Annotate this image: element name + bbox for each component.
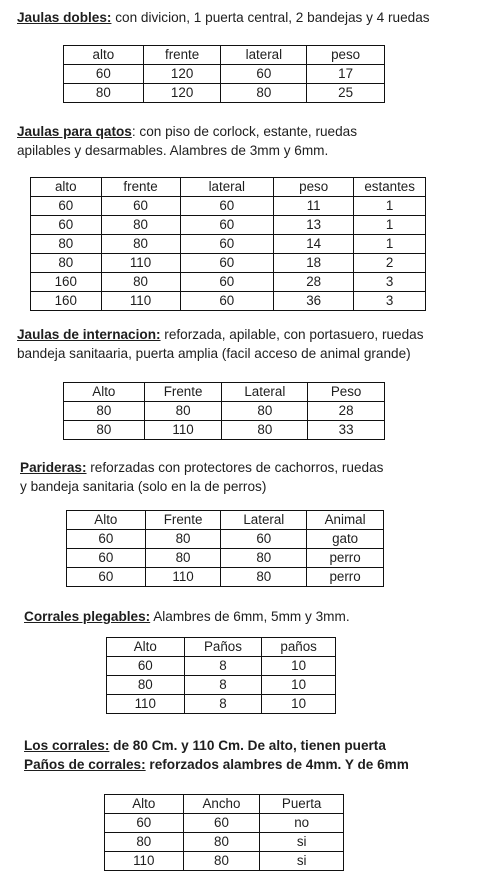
table-cell: 28 — [274, 273, 354, 292]
table-cell: 18 — [274, 254, 354, 273]
column-header: alto — [64, 46, 144, 65]
table-row — [64, 84, 385, 103]
table-cell: 60 — [101, 197, 180, 216]
jaulas-gatos-description-line1 — [17, 122, 357, 141]
table-cell: 80 — [64, 421, 145, 440]
parideras-desc1: reforzadas con protectores de cachorros, ruedas — [86, 460, 384, 475]
table-cell: 1 — [354, 197, 426, 216]
jaulas-gatos-title: Jaulas para qatos — [17, 124, 132, 139]
table-cell: si — [260, 833, 344, 852]
table-row — [64, 65, 385, 84]
jaulas-dobles-desc: con divicion, 1 puerta central, 2 bandejas y 4 ruedas — [111, 10, 430, 25]
table-cell: 80 — [145, 549, 221, 568]
table-cell: 60 — [221, 530, 307, 549]
table-cell: 120 — [143, 84, 221, 103]
table-cell: 60 — [221, 65, 307, 84]
table-cell: 110 — [101, 292, 180, 311]
corrales-plegables-desc: Alambres de 6mm, 5mm y 3mm. — [150, 609, 350, 624]
corrales-plegables-table — [106, 637, 336, 714]
table-row — [31, 273, 426, 292]
column-header: frente — [101, 178, 180, 197]
jaulas-internacion-title: Jaulas de internacion: — [17, 327, 161, 342]
table-cell: 25 — [307, 84, 385, 103]
table-cell: 1 — [354, 216, 426, 235]
table-row — [105, 833, 344, 852]
table-cell: 80 — [64, 84, 144, 103]
column-header: Alto — [67, 511, 146, 530]
column-header: Animal — [307, 511, 384, 530]
corrales-table — [104, 794, 344, 871]
jaulas-internacion-description-line2: bandeja sanitaaria, puerta amplia (facil acceso de animal grande) — [17, 346, 411, 361]
column-header: lateral — [180, 178, 274, 197]
table-cell: 80 — [107, 676, 185, 695]
los-corrales-title: Los corrales: — [24, 738, 110, 753]
parideras-table — [66, 510, 384, 587]
column-header: estantes — [354, 178, 426, 197]
table-cell: 80 — [31, 235, 102, 254]
table-row — [105, 852, 344, 871]
table-row — [31, 197, 426, 216]
table-cell: 60 — [31, 197, 102, 216]
table-cell: 80 — [101, 235, 180, 254]
column-header: paños — [262, 638, 336, 657]
table-cell: 3 — [354, 292, 426, 311]
column-header: Frente — [144, 383, 222, 402]
parideras-description-line1 — [20, 458, 383, 477]
table-cell: 60 — [183, 814, 260, 833]
header-row — [107, 638, 336, 657]
table-cell: no — [260, 814, 344, 833]
table-cell: 80 — [222, 402, 308, 421]
table-cell: 10 — [262, 695, 336, 714]
table-row — [67, 530, 384, 549]
table-cell: 28 — [308, 402, 385, 421]
table-cell: 80 — [145, 530, 221, 549]
table-cell: 60 — [105, 814, 184, 833]
table-cell: 60 — [67, 549, 146, 568]
table-row — [67, 568, 384, 587]
column-header: frente — [143, 46, 221, 65]
table-cell: 60 — [180, 254, 274, 273]
table-cell: 80 — [31, 254, 102, 273]
corrales-plegables-title: Corrales plegables: — [24, 609, 151, 624]
table-cell: 160 — [31, 273, 102, 292]
jaulas-internacion-desc1: reforzada, apilable, con portasuero, ruedas — [160, 327, 424, 342]
jaulas-gatos-table — [30, 177, 426, 311]
table-cell: 11 — [274, 197, 354, 216]
table-row — [64, 421, 385, 440]
panos-corrales-description — [24, 755, 409, 774]
column-header: alto — [31, 178, 102, 197]
table-cell: 60 — [107, 657, 185, 676]
table-cell: 110 — [101, 254, 180, 273]
column-header: Paños — [184, 638, 262, 657]
table-cell: 80 — [222, 421, 308, 440]
header-row — [64, 46, 385, 65]
table-row — [107, 695, 336, 714]
corrales-plegables-description — [24, 607, 350, 626]
jaulas-internacion-description-line1 — [17, 325, 424, 344]
table-cell: 60 — [67, 530, 146, 549]
jaulas-dobles-description — [17, 8, 430, 27]
jaulas-dobles-title: Jaulas dobles: — [17, 10, 112, 25]
table-cell: perro — [307, 549, 384, 568]
table-cell: 17 — [307, 65, 385, 84]
table-cell: 80 — [64, 402, 145, 421]
column-header: Puerta — [260, 795, 344, 814]
column-header: peso — [307, 46, 385, 65]
table-cell: 36 — [274, 292, 354, 311]
table-cell: 60 — [180, 292, 274, 311]
table-cell: 80 — [183, 852, 260, 871]
column-header: Lateral — [222, 383, 308, 402]
table-cell: 80 — [221, 84, 307, 103]
table-row — [31, 216, 426, 235]
los-corrales-description — [24, 736, 386, 755]
table-cell: 33 — [308, 421, 385, 440]
table-cell: 8 — [184, 657, 262, 676]
jaulas-gatos-description-line2: apilables y desarmables. Alambres de 3mm y 6mm. — [17, 143, 329, 158]
panos-corrales-desc: reforzados alambres de 4mm. Y de 6mm — [145, 757, 409, 772]
table-cell: si — [260, 852, 344, 871]
table-cell: 60 — [67, 568, 146, 587]
header-row — [64, 383, 385, 402]
table-cell: 80 — [101, 216, 180, 235]
column-header: Alto — [107, 638, 185, 657]
jaulas-dobles-table — [63, 45, 385, 103]
table-cell: 2 — [354, 254, 426, 273]
column-header: Lateral — [221, 511, 307, 530]
table-cell: 110 — [145, 568, 221, 587]
column-header: Peso — [308, 383, 385, 402]
los-corrales-desc: de 80 Cm. y 110 Cm. De alto, tienen puerta — [109, 738, 386, 753]
column-header: peso — [274, 178, 354, 197]
jaulas-gatos-desc1: : con piso de corlock, estante, ruedas — [131, 124, 358, 139]
header-row — [31, 178, 426, 197]
table-row — [31, 235, 426, 254]
table-cell: 80 — [144, 402, 222, 421]
header-row — [67, 511, 384, 530]
header-row — [105, 795, 344, 814]
table-cell: 110 — [107, 695, 185, 714]
table-cell: 160 — [31, 292, 102, 311]
table-cell: 8 — [184, 695, 262, 714]
table-cell: 10 — [262, 657, 336, 676]
parideras-title: Parideras: — [20, 460, 87, 475]
table-cell: gato — [307, 530, 384, 549]
table-cell: 1 — [354, 235, 426, 254]
table-row — [31, 254, 426, 273]
table-row — [67, 549, 384, 568]
table-cell: 80 — [221, 568, 307, 587]
table-cell: 13 — [274, 216, 354, 235]
table-cell: 3 — [354, 273, 426, 292]
parideras-description-line2: y bandeja sanitaria (solo en la de perros) — [20, 479, 267, 494]
column-header: lateral — [221, 46, 307, 65]
table-cell: 60 — [180, 216, 274, 235]
jaulas-internacion-table — [63, 382, 385, 440]
table-row — [107, 657, 336, 676]
table-row — [31, 292, 426, 311]
table-cell: 10 — [262, 676, 336, 695]
table-row — [107, 676, 336, 695]
table-cell: 110 — [105, 852, 184, 871]
table-cell: 8 — [184, 676, 262, 695]
column-header: Alto — [105, 795, 184, 814]
column-header: Ancho — [183, 795, 260, 814]
column-header: Frente — [145, 511, 221, 530]
table-cell: perro — [307, 568, 384, 587]
table-cell: 60 — [180, 197, 274, 216]
table-cell: 60 — [180, 273, 274, 292]
table-row — [64, 402, 385, 421]
table-cell: 110 — [144, 421, 222, 440]
table-cell: 60 — [31, 216, 102, 235]
table-cell: 80 — [221, 549, 307, 568]
table-cell: 80 — [105, 833, 184, 852]
table-cell: 80 — [101, 273, 180, 292]
table-cell: 60 — [180, 235, 274, 254]
table-cell: 14 — [274, 235, 354, 254]
table-cell: 80 — [183, 833, 260, 852]
panos-corrales-title: Paños de corrales: — [24, 757, 146, 772]
table-row — [105, 814, 344, 833]
table-cell: 60 — [64, 65, 144, 84]
table-cell: 120 — [143, 65, 221, 84]
column-header: Alto — [64, 383, 145, 402]
